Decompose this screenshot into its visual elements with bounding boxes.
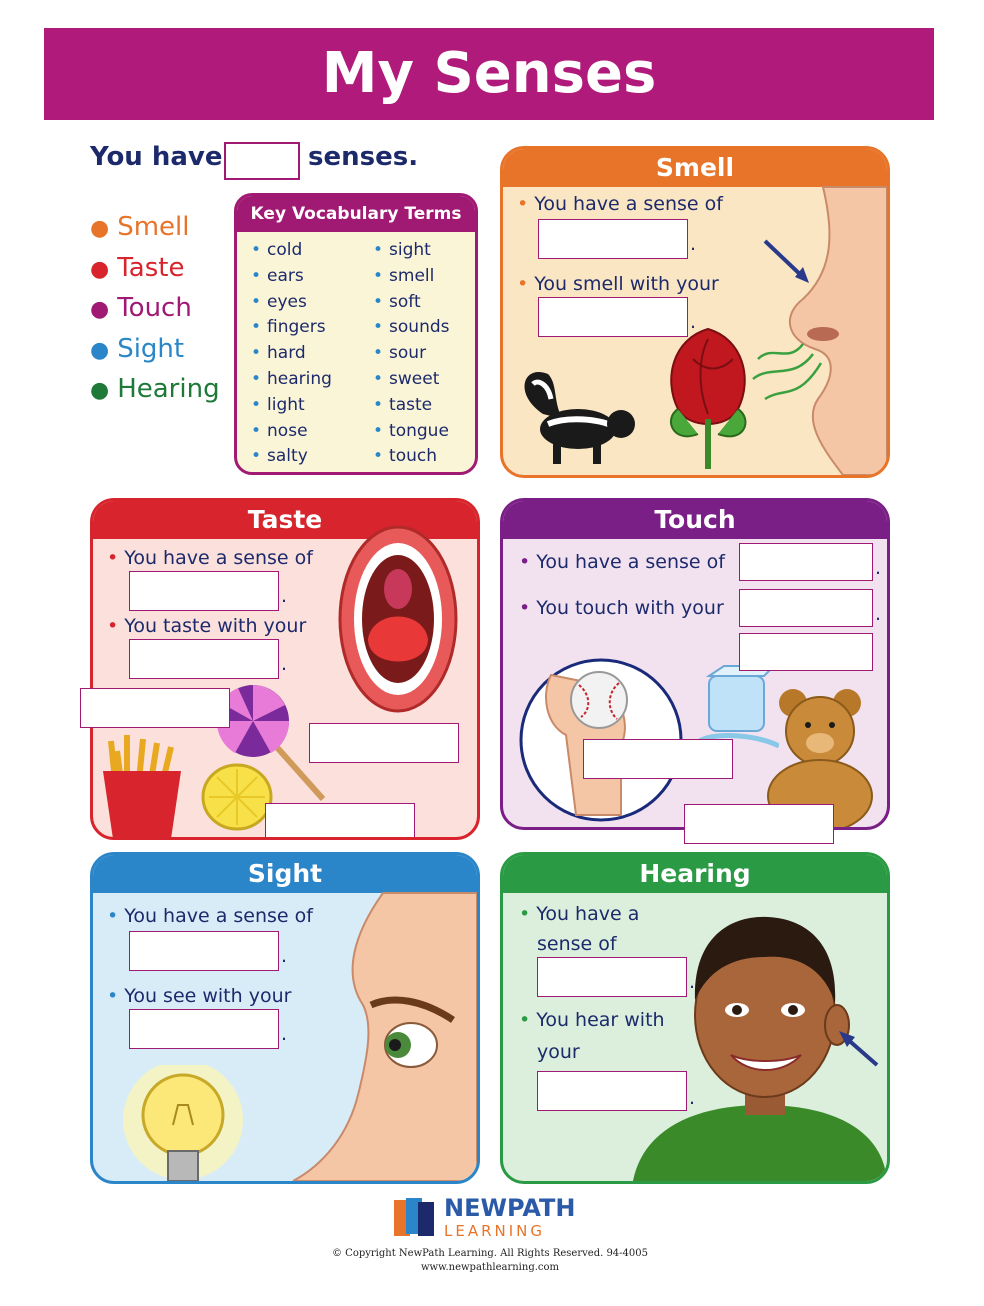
vocabulary-column-2: [373, 238, 450, 470]
list-item: • tongue: [373, 420, 449, 441]
list-item: ● Touch: [90, 293, 192, 323]
list-item: • cold: [251, 240, 303, 260]
sight-answer-box-2[interactable]: [129, 1009, 279, 1049]
light-bulb-icon: [113, 1065, 243, 1184]
period: .: [690, 233, 697, 255]
intro-before: You have: [90, 142, 223, 172]
list-item: • sight: [373, 240, 431, 260]
list-item: • soft: [373, 291, 421, 312]
period: .: [689, 1087, 696, 1109]
taste-label-box-lollipop[interactable]: [309, 723, 459, 763]
list-item: • touch: [373, 446, 437, 467]
hearing-title: Hearing: [503, 855, 887, 893]
list-item: • sour: [373, 343, 427, 364]
touch-answer-box-2[interactable]: [739, 589, 873, 627]
touch-question-1: • You have a sense of: [519, 551, 725, 573]
touch-panel: [500, 498, 890, 830]
sight-question-2: • You see with your: [107, 985, 292, 1007]
touch-answer-box-1[interactable]: [739, 543, 873, 581]
list-item: • sounds: [373, 317, 450, 338]
list-item: • hearing: [251, 368, 332, 389]
list-item: ● Smell: [90, 212, 190, 242]
hearing-question-2a: • You hear with: [519, 1009, 665, 1031]
intro-line: [90, 142, 223, 172]
period: .: [281, 1023, 288, 1045]
vocabulary-box: [234, 193, 478, 475]
sight-title: Sight: [93, 855, 477, 893]
list-item: • eyes: [251, 291, 307, 312]
taste-label-box-lemon[interactable]: [265, 803, 415, 840]
smell-answer-box-1[interactable]: [538, 219, 688, 259]
vocabulary-title: Key Vocabulary Terms: [237, 196, 475, 232]
sight-panel: [90, 852, 480, 1184]
period: .: [281, 585, 288, 607]
skunk-icon: [513, 364, 638, 469]
copyright-text: © Copyright NewPath Learning. All Rights Reserved. 94-4005: [331, 1248, 648, 1259]
list-item: ● Hearing: [90, 374, 220, 404]
list-item: ● Taste: [90, 252, 185, 283]
mouth-illustration: [333, 519, 463, 719]
list-item: • fingers: [251, 317, 326, 338]
period: .: [281, 945, 288, 967]
intro-after: senses.: [308, 142, 419, 172]
touch-question-2: • You touch with your: [519, 597, 724, 619]
hearing-question-1a: • You have a: [519, 903, 640, 925]
touch-label-box-baseball[interactable]: [583, 739, 733, 779]
list-item: • light: [251, 394, 305, 415]
page-title: My Senses: [321, 41, 657, 106]
touch-label-box-ice[interactable]: [739, 633, 873, 671]
list-item: • taste: [373, 394, 433, 415]
brand-name: NEWPATH: [444, 1194, 576, 1222]
list-item: • sweet: [373, 368, 440, 389]
period: .: [281, 653, 288, 675]
touch-title: Touch: [503, 501, 887, 539]
hearing-answer-box-1[interactable]: [537, 957, 687, 997]
smell-question-1: • You have a sense of: [517, 193, 723, 215]
senses-list: [90, 208, 220, 411]
taste-label-box-fries[interactable]: [80, 688, 230, 728]
smell-question-2: • You smell with your: [517, 273, 719, 295]
smell-panel: [500, 146, 890, 478]
taste-title: Taste: [93, 501, 477, 539]
rose-icon: [653, 319, 763, 475]
smell-title: Smell: [503, 149, 887, 187]
website-url: www.newpathlearning.com: [420, 1262, 560, 1273]
taste-panel: [90, 498, 480, 840]
vocabulary-column-1: [251, 238, 332, 470]
hearing-panel: [500, 852, 890, 1184]
list-item: • salty: [251, 446, 308, 467]
newpath-logo-icon: [392, 1196, 440, 1240]
sight-question-1: • You have a sense of: [107, 905, 313, 927]
taste-answer-box-2[interactable]: [129, 639, 279, 679]
brand-subtitle: LEARNING: [444, 1222, 546, 1240]
list-item: • smell: [373, 265, 435, 286]
sight-answer-box-1[interactable]: [129, 931, 279, 971]
smell-answer-box-2[interactable]: [538, 297, 688, 337]
boy-illustration: [633, 905, 887, 1181]
list-item: • nose: [251, 420, 308, 441]
list-item: • hard: [251, 343, 306, 364]
french-fries-icon: [97, 731, 187, 840]
period: .: [875, 557, 882, 579]
period: .: [690, 311, 697, 333]
period: .: [689, 971, 696, 993]
list-item: • ears: [251, 265, 304, 286]
hearing-answer-box-2[interactable]: [537, 1071, 687, 1111]
touch-label-box-bear[interactable]: [684, 804, 834, 844]
hearing-question-1b: sense of: [537, 933, 617, 955]
taste-question-1: • You have a sense of: [107, 547, 313, 569]
list-item: ● Sight: [90, 333, 185, 364]
period: .: [875, 603, 882, 625]
taste-question-2: • You taste with your: [107, 615, 307, 637]
senses-count-box[interactable]: [224, 142, 300, 180]
hearing-question-2b: your: [537, 1041, 580, 1063]
taste-answer-box-1[interactable]: [129, 571, 279, 611]
